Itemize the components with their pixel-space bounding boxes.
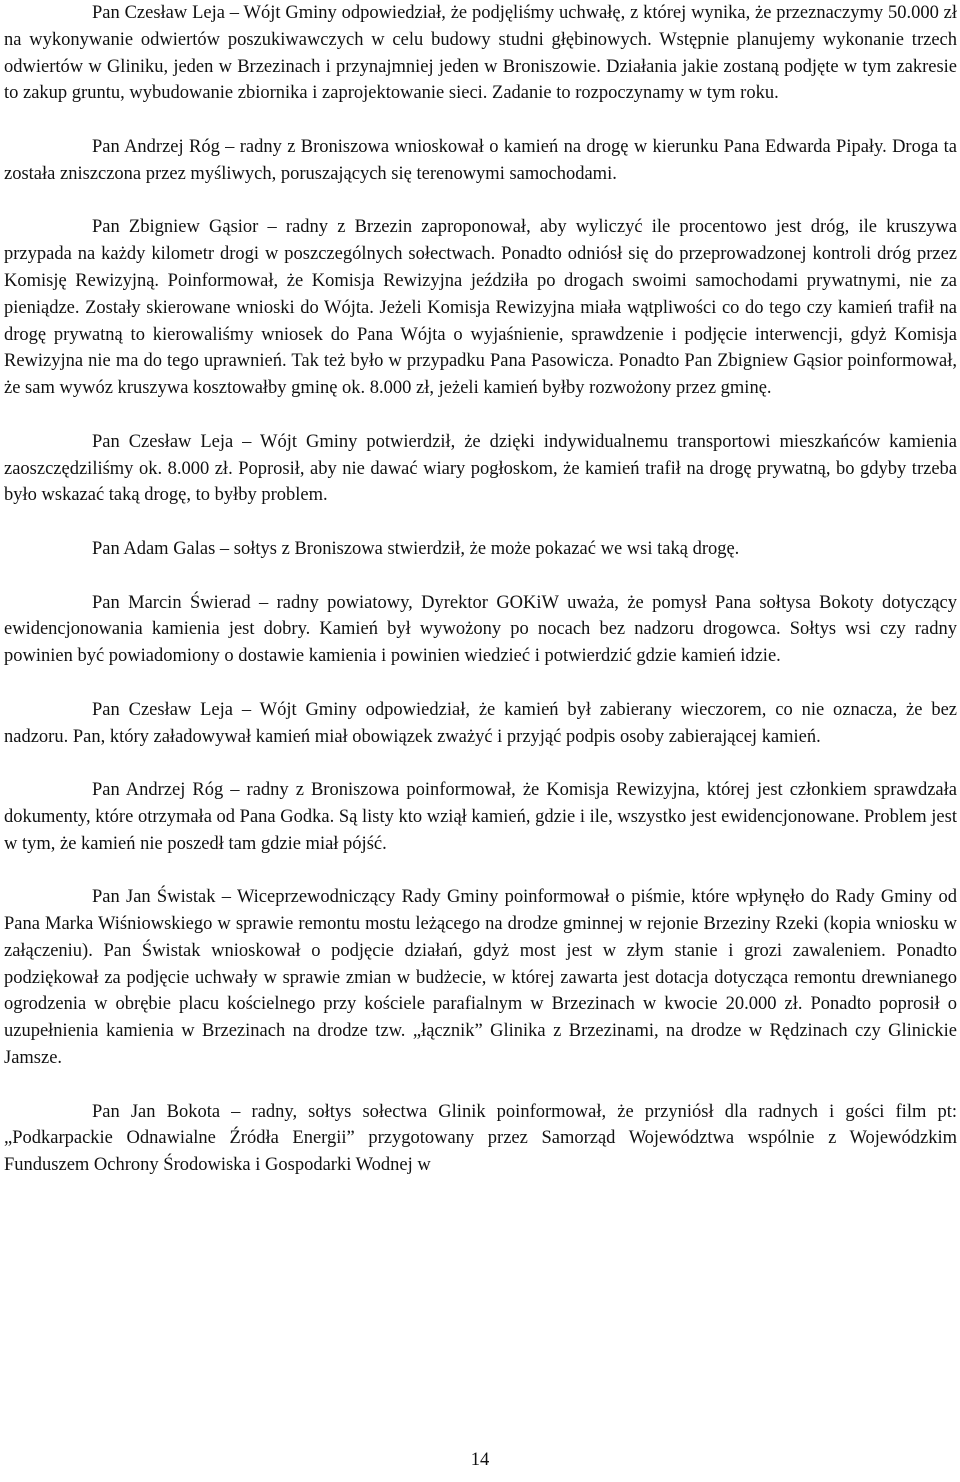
- paragraph: Pan Zbigniew Gąsior – radny z Brzezin zaproponował, aby wyliczyć ile procentowo jest dróg, ile kruszywa przypada na każdy kilometr drogi w poszczególnych sołectwach. Ponadto odniósł się do przeprowadzonej kontroli dróg przez Komisję Rewizyjną. Poinformował, że Komisja Rewizyjna jeździła po drogach swoimi samochodami prywatnymi, nie za pieniądze. Zostały skierowane wnioski do Wójta. Jeżeli Komisja Rewizyjna miała wątpliwości co do tego czy kamień trafił na drogę prywatną to kierowaliśmy wniosek do Pana Wójta o wyjaśnienie, sprawdzenie i podjęcie interwencji, gdyż Komisja Rewizyjna nie ma do tego uprawnień. Tak też było w przypadku Pana Pasowicza. Ponadto Pan Zbigniew Gąsior poinformował, że sam wywóz kruszywa kosztowałby gminę ok. 8.000 zł, jeżeli kamień byłby rozwożony przez gminę.: [4, 217, 957, 399]
- document-body: [4, 0, 957, 1179]
- paragraph: Pan Marcin Świerad – radny powiatowy, Dyrektor GOKiW uważa, że pomysł Pana sołtysa Bokoty dotyczący ewidencjonowania kamienia jest dobry. Kamień był wywożony po nocach bez nadzoru drogowca. Sołtys wsi czy radny powinien być powiadomiony o dostawie kamienia i powinien wiedzieć i potwierdzić gdzie kamień idzie.: [4, 592, 957, 667]
- paragraph: Pan Andrzej Róg – radny z Broniszowa wnioskował o kamień na drogę w kierunku Pana Edwarda Pipały. Droga ta została zniszczona przez myśliwych, poruszających się terenowymi samochodami.: [4, 136, 957, 184]
- paragraph: Pan Adam Galas – sołtys z Broniszowa stwierdził, że może pokazać we wsi taką drogę.: [92, 538, 740, 559]
- paragraph: Pan Czesław Leja – Wójt Gminy odpowiedział, że podjęliśmy uchwałę, z której wynika, że przeznaczymy 50.000 zł na wykonywanie odwiertów poszukiwawczych w celu budowy studni głębinowych. Wstępnie planujemy wykonanie trzech odwiertów w Gliniku, jeden w Brzezinach i przynajmniej jeden w Broniszowie. Działania jakie zostaną podjęte w tym zakresie to zakup gruntu, wybudowanie zbiornika i zaprojektowanie sieci. Zadanie to rozpoczynamy w tym roku.: [4, 3, 957, 104]
- paragraph: Pan Czesław Leja – Wójt Gminy odpowiedział, że kamień był zabierany wieczorem, co nie oznacza, że bez nadzoru. Pan, który załadowywał kamień miał obowiązek zważyć i przyjąć podpis osoby zabierającej kamień.: [4, 699, 957, 747]
- paragraph: Pan Andrzej Róg – radny z Broniszowa poinformował, że Komisja Rewizyjna, której jest członkiem sprawdzała dokumenty, które otrzymała od Pana Godka. Są listy kto wziął kamień, gdzie i ile, wszystko jest ewidencjonowane. Problem jest w tym, że kamień nie poszedł tam gdzie miał pójść.: [4, 780, 957, 854]
- page-number: 14: [470, 1450, 490, 1470]
- paragraph: Pan Jan Świstak – Wiceprzewodniczący Rady Gminy poinformował o piśmie, które wpłynęło do Rady Gminy od Pana Marka Wiśniowskiego w sprawie remontu mostu leżącego na drodze gminnej w rejonie Brzeziny Rzeki (kopia wniosku w załączeniu). Pan Świstak wnioskował o podjęcie działań, gdyż most jest w złym stanie i grozi zawaleniem. Ponadto podziękował za podjęcie uchwały w sprawie zmian w budżecie, w której zawarta jest dotacja dotycząca remontu drewnianego ogrodzenia w obrębie placu kościelnego przy kościele parafialnym w Brzezinach w kwocie 20.000 zł. Ponadto poprosił o uzupełnienia kamienia w Brzezinach na drodze tzw. „łącznik” Glinika z Brzezinami, na drodze w Rędzinach czy Glinickie Jamsze.: [4, 887, 957, 1069]
- paragraph: Pan Jan Bokota – radny, sołtys sołectwa Glinik poinformował, że przyniósł dla radnych i gości film pt: „Podkarpackie Odnawialne Źródła Energii” przygotowany przez Samorząd Województwa wspólnie z Wojewódzkim Funduszem Ochrony Środowiska i Gospodarki Wodnej w: [4, 1101, 957, 1176]
- paragraph: Pan Czesław Leja – Wójt Gminy potwierdził, że dzięki indywidualnemu transportowi mieszkańców kamienia zaoszczędziliśmy ok. 8.000 zł. Poprosił, aby nie dawać wiary pogłoskom, że kamień trafił na drogę prywatną, bo gdyby trzeba było wskazać taką drogę, to byłby problem.: [4, 431, 957, 506]
